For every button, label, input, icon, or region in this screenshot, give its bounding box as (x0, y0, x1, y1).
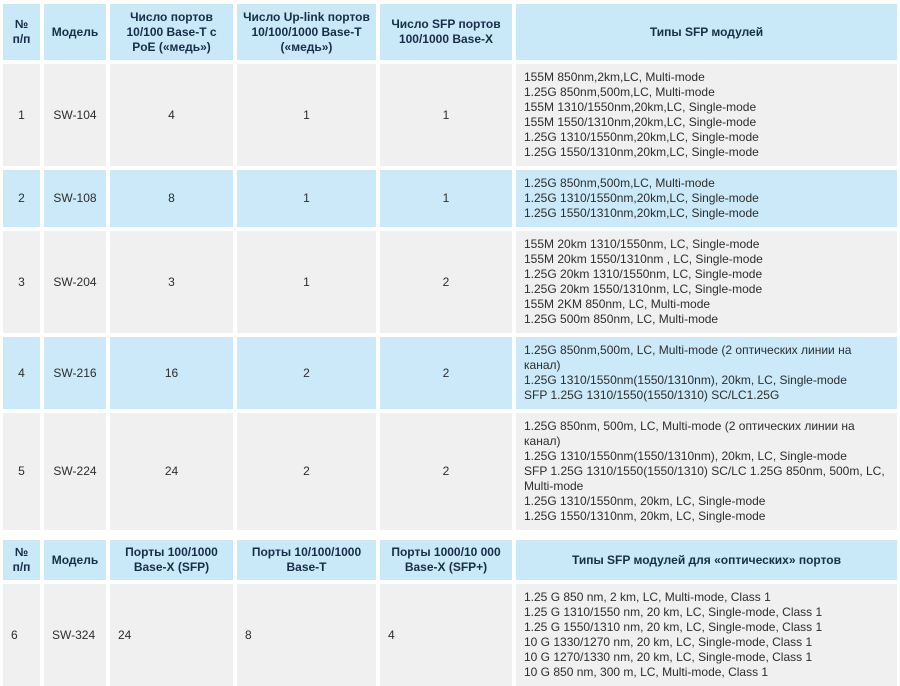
sfp-type-line: SFP 1.25G 1310/1550(1550/1310) SC/LC1.25G (524, 388, 780, 402)
sfp-type-line: 1.25G 1310/1550nm(1550/1310nm), 20km, LC, Single-mode (524, 449, 847, 463)
row-number-cell: 5 (3, 413, 40, 530)
model-cell: SW-108 (44, 170, 106, 227)
header-model: Модель (44, 4, 106, 60)
sfp-type-line: 10 G 1270/1330 nm, 20 km, LC, Single-mode, Class 1 (524, 650, 813, 664)
row-number-cell: 4 (3, 337, 40, 409)
uplink-ports-cell: 1 (237, 231, 376, 333)
sfp-types-cell (516, 170, 897, 227)
sfp-type-line: 1.25G 1550/1310nm, 20km, LC, Single-mode (524, 509, 766, 523)
sfp-type-line: 1.25G 1310/1550nm, 20km, LC, Single-mode (524, 494, 766, 508)
sfp-type-line: 1.25G 1550/1310nm,20km,LC, Single-mode (524, 145, 759, 159)
sfpplus-ports-cell: 4 (380, 584, 512, 686)
sfp-type-line: 1.25G 20km 1550/1310nm, LC, Single-mode (524, 282, 763, 296)
sfp-type-line: 1.25 G 1550/1310 nm, 20 km, LC, Single-mode, Class 1 (524, 620, 823, 634)
sfp-type-line: 155M 1310/1550nm,20km,LC, Single-mode (524, 100, 757, 114)
poe-ports-cell: 8 (110, 170, 233, 227)
sfp-type-line: SFP 1.25G 1310/1550(1550/1310) SC/LC 1.25G 850nm, 500m, LC, Multi-mode (524, 464, 885, 493)
sfp-type-line: 1.25G 1310/1550nm,20km,LC, Single-mode (524, 191, 759, 205)
sfp-type-line: 155M 20km 1550/1310nm , LC, Single-mode (524, 252, 763, 266)
sfp-type-line: 1.25G 1550/1310nm,20km,LC, Single-mode (524, 206, 759, 220)
sfp-type-line: 10 G 1330/1270 nm, 20 km, LC, Single-mode, Class 1 (524, 635, 813, 649)
sfp-type-line: 1.25G 20km 1310/1550nm, LC, Single-mode (524, 267, 763, 281)
sfp-type-line: 155M 2KM 850nm, LC, Multi-mode (524, 297, 711, 311)
sfp-type-line: 1.25 G 1310/1550 nm, 20 km, LC, Single-mode, Class 1 (524, 605, 823, 619)
sfp-types-cell (516, 231, 897, 333)
poe-ports-cell: 3 (110, 231, 233, 333)
sfp-types-cell (516, 337, 897, 409)
sfp-type-line: 1.25G 500m 850nm, LC, Multi-mode (524, 312, 719, 326)
model-cell: SW-224 (44, 413, 106, 530)
header-uplink-ports: Число Up-link портов 10/100/1000 Base-T («медь») (237, 4, 376, 60)
header-sfpplus-ports: Порты 1000/10 000 Base-X (SFP+) (380, 540, 512, 580)
uplink-ports-cell: 2 (237, 337, 376, 409)
header-baset-ports: Порты 10/100/1000 Base-T (237, 540, 376, 580)
poe-ports-cell: 4 (110, 64, 233, 166)
sfp-type-line: 155M 1550/1310nm,20km,LC, Single-mode (524, 115, 757, 129)
model-cell: SW-204 (44, 231, 106, 333)
sfp-ports-cell: 2 (380, 337, 512, 409)
sfp-ports-cell: 24 (110, 584, 233, 686)
sfp-type-line: 1.25G 1310/1550nm(1550/1310nm), 20km, LC, Single-mode (524, 373, 847, 387)
row-number-cell: 6 (3, 584, 40, 686)
uplink-ports-cell: 1 (237, 64, 376, 166)
poe-switch-table (3, 4, 897, 530)
sfp-type-line: 155M 850nm,2km,LC, Multi-mode (524, 70, 705, 84)
sfp-type-line: 10 G 850 nm, 300 m, LC, Multi-mode, Class 1 (524, 665, 769, 679)
row-number-cell: 1 (3, 64, 40, 166)
sfp-ports-cell: 1 (380, 170, 512, 227)
row-number-cell: 2 (3, 170, 40, 227)
sfp-type-line: 1.25G 1310/1550nm,20km,LC, Single-mode (524, 130, 759, 144)
header-sfp-ports: Порты 100/1000 Base-X (SFP) (110, 540, 233, 580)
poe-ports-cell: 16 (110, 337, 233, 409)
header-sfp-types: Типы SFP модулей (516, 4, 897, 60)
sfp-ports-cell: 1 (380, 64, 512, 166)
sfp-types-cell (516, 64, 897, 166)
header-sfp-ports: Число SFP портов 100/1000 Base-X (380, 4, 512, 60)
uplink-ports-cell: 2 (237, 413, 376, 530)
sfp-type-line: 1.25G 850nm,500m,LC, Multi-mode (524, 176, 715, 190)
header-row-number: № п/п (3, 4, 40, 60)
model-cell: SW-104 (44, 64, 106, 166)
header-poe-ports: Число портов 10/100 Base-T с PoE («медь») (110, 4, 233, 60)
sfp-ports-cell: 2 (380, 231, 512, 333)
header-model: Модель (44, 540, 106, 580)
sfp-types-cell (516, 413, 897, 530)
table-separator (3, 530, 897, 540)
sfp-type-line: 1.25G 850nm,500m,LC, Multi-mode (524, 85, 715, 99)
uplink-ports-cell: 1 (237, 170, 376, 227)
header-sfp-types: Типы SFP модулей для «оптических» портов (516, 540, 897, 580)
sfp-type-line: 1.25G 850nm,500m, LC, Multi-mode (2 оптических линии на канал) (524, 343, 852, 372)
baset-ports-cell: 8 (237, 584, 376, 686)
sfp-types-cell (516, 584, 897, 686)
row-number-cell: 3 (3, 231, 40, 333)
model-cell: SW-216 (44, 337, 106, 409)
poe-ports-cell: 24 (110, 413, 233, 530)
optical-switch-table (3, 540, 897, 686)
sfp-ports-cell: 2 (380, 413, 512, 530)
sfp-type-line: 155M 20km 1310/1550nm, LC, Single-mode (524, 237, 760, 251)
header-row-number: № п/п (3, 540, 40, 580)
sfp-type-line: 1.25 G 850 nm, 2 km, LC, Multi-mode, Class 1 (524, 590, 771, 604)
model-cell: SW-324 (44, 584, 106, 686)
sfp-type-line: 1.25G 850nm, 500m, LC, Multi-mode (2 оптических линии на канал) (524, 419, 855, 448)
